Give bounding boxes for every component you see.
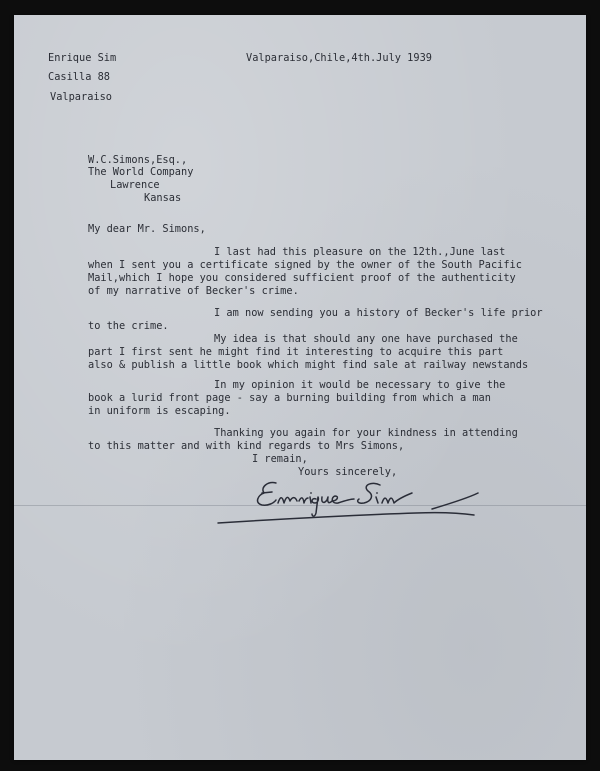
body-line: also & publish a little book which might find sale at railway newstands xyxy=(88,359,529,371)
body-line: I remain, xyxy=(252,453,308,465)
recipient-company: The World Company xyxy=(88,166,194,178)
body-line: to the crime. xyxy=(88,320,169,332)
body-line: of my narrative of Becker's crime. xyxy=(88,285,299,297)
salutation: My dear Mr. Simons, xyxy=(88,223,206,235)
letter-page xyxy=(14,15,586,760)
body-line: I last had this pleasure on the 12th.,June last xyxy=(214,246,506,258)
body-line: My idea is that should any one have purchased the xyxy=(214,333,518,345)
body-line: Thanking you again for your kindness in attending xyxy=(214,427,518,439)
dateline: Valparaiso,Chile,4th.July 1939 xyxy=(246,52,432,64)
body-line: to this matter and with kind regards to Mrs Simons, xyxy=(88,440,405,452)
body-line: In my opinion it would be necessary to give the xyxy=(214,379,506,391)
recipient-state: Kansas xyxy=(144,192,182,204)
body-line: book a lurid front page - say a burning building from which a man xyxy=(88,392,491,404)
closing: Yours sincerely, xyxy=(298,466,398,478)
body-line: I am now sending you a history of Becker's life prior xyxy=(214,307,543,319)
handwritten-signature xyxy=(202,463,482,535)
sender-city: Valparaiso xyxy=(50,91,112,103)
body-line: Mail,which I hope you considered sufficient proof of the authenticity xyxy=(88,272,516,284)
body-line: part I first sent he might find it interesting to acquire this part xyxy=(88,346,504,358)
recipient-name: W.C.Simons,Esq., xyxy=(88,154,188,166)
sender-name: Enrique Sim xyxy=(48,52,117,64)
sender-address: Casilla 88 xyxy=(48,71,110,83)
body-line: when I sent you a certificate signed by the owner of the South Pacific xyxy=(88,259,522,271)
body-line: in uniform is escaping. xyxy=(88,405,231,417)
recipient-city: Lawrence xyxy=(110,179,160,191)
